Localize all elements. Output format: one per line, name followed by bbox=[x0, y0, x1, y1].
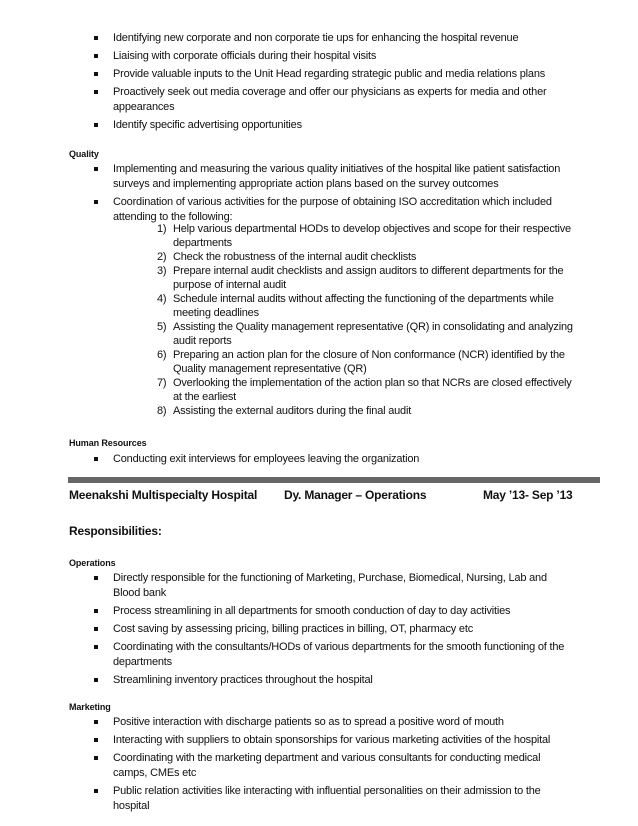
intro-bullet-list bbox=[0, 31, 638, 136]
list-item: Coordinating with the consultants/HODs of various departments for the smooth functioning of the departments bbox=[0, 640, 638, 670]
numbered-item bbox=[0, 222, 638, 250]
numbered-item bbox=[0, 404, 638, 418]
item-number: 1) bbox=[157, 223, 167, 235]
list-item: Directly responsible for the functioning of Marketing, Purchase, Biomedical, Nursing, Lab and Blood bank bbox=[0, 571, 638, 601]
item-number: 3) bbox=[157, 265, 167, 277]
item-text: Prepare internal audit checklists and assign auditors to different departments for the purpose of internal audit bbox=[173, 265, 564, 291]
item-text: Assisting the external auditors during the final audit bbox=[173, 405, 412, 417]
list-item: Public relation activities like interacting with influential personalities on their admission to the hospital bbox=[0, 784, 638, 814]
item-text: Preparing an action plan for the closure of Non conformance (NCR) identified by the Quality management representative (QR) bbox=[173, 349, 565, 375]
list-item: Positive interaction with discharge patients so as to spread a positive word of mouth bbox=[0, 715, 638, 730]
list-item: Process streamlining in all departments for smooth conduction of day to day activities bbox=[0, 604, 638, 619]
responsibilities-heading: Responsibilities: bbox=[69, 524, 162, 538]
item-text: Assisting the Quality management representative (QR) in consolidating and analyzing audit reports bbox=[173, 321, 573, 347]
job-period: May ’13- Sep ’13 bbox=[483, 488, 573, 502]
list-item: Proactively seek out media coverage and offer our physicians as experts for media and other appearances bbox=[0, 85, 638, 115]
numbered-item bbox=[0, 292, 638, 320]
numbered-item bbox=[0, 348, 638, 376]
iso-steps-list bbox=[0, 222, 638, 418]
marketing-bullet-list bbox=[0, 715, 638, 817]
section-heading-quality: Quality bbox=[69, 149, 99, 159]
list-item: Interacting with suppliers to obtain sponsorships for various marketing activities of the hospital bbox=[0, 733, 638, 748]
operations-bullet-list bbox=[0, 571, 638, 691]
list-item: Implementing and measuring the various quality initiatives of the hospital like patient satisfaction surveys and implementing appropriate action plans based on the survey outcomes bbox=[0, 162, 638, 192]
section-divider bbox=[68, 477, 600, 483]
item-number: 4) bbox=[157, 293, 167, 305]
list-item: Cost saving by assessing pricing, billing practices in billing, OT, pharmacy etc bbox=[0, 622, 638, 637]
list-item: Streamlining inventory practices throughout the hospital bbox=[0, 673, 638, 688]
hr-bullet-list bbox=[0, 452, 638, 470]
numbered-item bbox=[0, 264, 638, 292]
list-item: Provide valuable inputs to the Unit Head regarding strategic public and media relations plans bbox=[0, 67, 638, 82]
section-heading-operations: Operations bbox=[69, 558, 116, 568]
numbered-item bbox=[0, 376, 638, 404]
item-number: 7) bbox=[157, 377, 167, 389]
list-item: Liaising with corporate officials during their hospital visits bbox=[0, 49, 638, 64]
list-item: Conducting exit interviews for employees leaving the organization bbox=[0, 452, 638, 467]
quality-bullet-list bbox=[0, 162, 638, 228]
numbered-item bbox=[0, 320, 638, 348]
job-employer: Meenakshi Multispecialty Hospital bbox=[69, 488, 258, 502]
list-item: Coordination of various activities for the purpose of obtaining ISO accreditation which included attending to the following: bbox=[0, 195, 638, 225]
item-text: Overlooking the implementation of the action plan so that NCRs are closed effectively at the earliest bbox=[173, 377, 572, 403]
list-item: Coordinating with the marketing department and various consultants for conducting medical camps, CMEs etc bbox=[0, 751, 638, 781]
item-number: 6) bbox=[157, 349, 167, 361]
list-item: Identify specific advertising opportunities bbox=[0, 118, 638, 133]
section-heading-human-resources: Human Resources bbox=[69, 438, 147, 448]
item-text: Schedule internal audits without affecting the functioning of the departments while meeting deadlines bbox=[173, 293, 554, 319]
item-text: Help various departmental HODs to develop objectives and scope for their respective departments bbox=[173, 223, 571, 249]
item-number: 2) bbox=[157, 251, 167, 263]
item-number: 8) bbox=[157, 405, 167, 417]
job-role: Dy. Manager – Operations bbox=[284, 488, 427, 502]
item-number: 5) bbox=[157, 321, 167, 333]
list-item: Identifying new corporate and non corporate tie ups for enhancing the hospital revenue bbox=[0, 31, 638, 46]
section-heading-marketing: Marketing bbox=[69, 702, 111, 712]
item-text: Check the robustness of the internal audit checklists bbox=[173, 251, 417, 263]
numbered-item bbox=[0, 250, 638, 264]
